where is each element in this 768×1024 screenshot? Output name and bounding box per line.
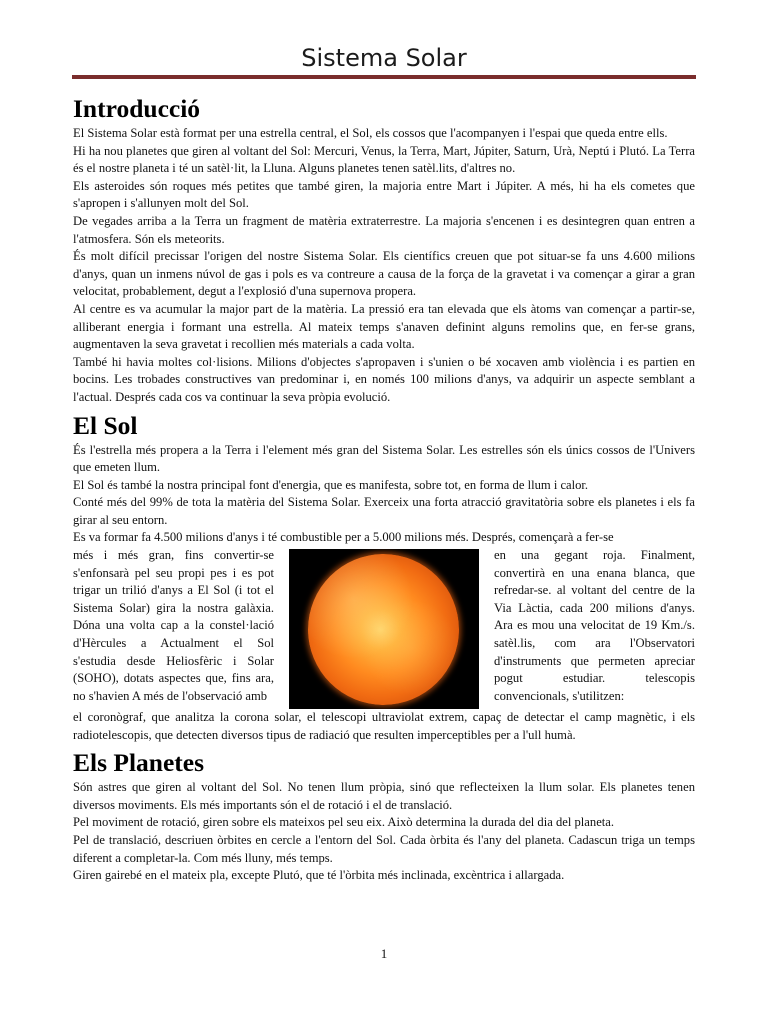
paragraph: També hi havia moltes col·lisions. Milions d'objectes s'apropaven i s'unien o bé xocaven amb violència i es partien en bocins. Les trobades constructives van predominar i, en només 100 milions d'anys, va adquirir un aspecte semblant a l'actual. Després cada cos va continuar la seva pròpia evolució. [73,354,695,404]
document-body [73,92,695,885]
paragraph: Al centre es va acumular la major part de la matèria. La pressió era tan elevada que els àtoms van començar a partir-se, alliberant energia i formant una estrella. Al mateix temps s'anaven definint alguns remolins que, en fer-se grans, augmentaven la seva gravetat i recollien més materials a cada volta. [73,301,695,352]
paragraph: És l'estrella més propera a la Terra i l'element més gran del Sistema Solar. Les estrelles són els únics cossos de l'Univers que emeten llum. [73,442,695,475]
page-number: 1 [380,946,388,961]
paragraph: De vegades arriba a la Terra un fragment de matèria extraterrestre. La majoria s'encenen i es desintegren quan entren a l'atmosfera. Són els meteorits. [73,213,695,246]
sun-image-wrap-text [73,547,695,709]
sun-icon [308,554,459,705]
section-heading-intro: Introducció [73,94,201,123]
left-column-text: més i més gran, fins convertir-se s'enfonsarà pel seu propi pes i es pot trigar un trilió d'anys a El Sol (i tot el Sistema Solar) gira la nostra galàxia. Dóna una volta cap a la constel·lació d'Hèrcules a Actualment el Sol s'estudia desde Heliosfèric i Solar (SOHO), dotats aspectes que, fins ara, no s'havien A més de l'observació amb [73,548,274,703]
paragraph: Són astres que giren al voltant del Sol. No tenen llum pròpia, sinó que reflecteixen la llum solar. Els planetes tenen diversos moviments. Els més importants són el de rotació i el de translació. [73,780,695,812]
paragraph: Els asteroides són roques més petites que també giren, la majoria entre Mart i Júpiter. A més, hi ha els cometes que s'apropen i s'allunyen molt del Sol. [73,178,695,211]
paragraph: El Sol és també la nostra principal font d'energia, que es manifesta, sobre tot, en forma de llum i calor. [73,477,589,492]
header-divider [72,75,696,79]
paragraph: Giren gairebé en el mateix pla, excepte Plutó, que té l'òrbita més inclinada, excèntrica i allargada. [73,868,565,883]
paragraph: el coronògraf, que analitza la corona solar, el telescopi ultraviolat extrem, capaç de detectar el camp magnètic, i els radiotelescopis, que detecten diversos tipus de radiació que resulten imperceptibles per a l'ull humà. [73,710,695,742]
paragraph: Conté més del 99% de tota la matèria del Sistema Solar. Exerceix una forta atracció gravitatòria sobre els planetes i els fa girar al seu entorn. [73,495,695,527]
right-column-text: en una gegant roja. Finalment, convertirà en una enana blanca, que refredar-se. al voltant del centre de la Via Làctia, cada 200 milions d'anys. Ara es mou una velocitat de 19 Km./s. satèl.lis, com ara l'Observatori d'instruments que permeten apreciar pogut estudiar. telescopis convencionals, s'utilitzen: [494,548,695,703]
page-title: Sistema Solar [301,44,467,72]
sun-photo [289,549,479,709]
paragraph: Hi ha nou planetes que giren al voltant del Sol: Mercuri, Venus, la Terra, Mart, Júpiter, Saturn, Urà, Neptú i Plutó. La Terra és el nostre planeta i té un satèl·lit, la Lluna. Alguns planetes tenen satèl.lits, d'altres no. [73,143,695,176]
paragraph: Es va formar fa 4.500 milions d'anys i té combustible per a 5.000 milions més. Després, començarà a fer-se [73,530,614,545]
paragraph: Pel moviment de rotació, giren sobre els mateixos pel seu eix. Això determina la durada del dia del planeta. [73,815,615,830]
paragraph: És molt difícil precissar l'origen del nostre Sistema Solar. Els científics creuen que pot situar-se fa uns 4.600 milions d'anys, quan un inmens núvol de gas i pols es va contreure a causa de la força de la gravetat i va començar a girar a gran velocitat, probablement, degut a l'explosió d'una supernova propera. [73,249,695,299]
section-heading-planets: Els Planetes [73,748,205,778]
paragraph: Pel de translació, descriuen òrbites en cercle a l'entorn del Sol. Cada òrbita és l'any del planeta. Cadascun triga un temps diferent a completar-la. Com més lluny, més temps. [73,833,695,865]
section-heading-sun: El Sol [73,410,138,440]
paragraph: El Sistema Solar està format per una estrella central, el Sol, els cossos que l'acompanyen i l'espai que queda entre ells. [73,126,668,140]
